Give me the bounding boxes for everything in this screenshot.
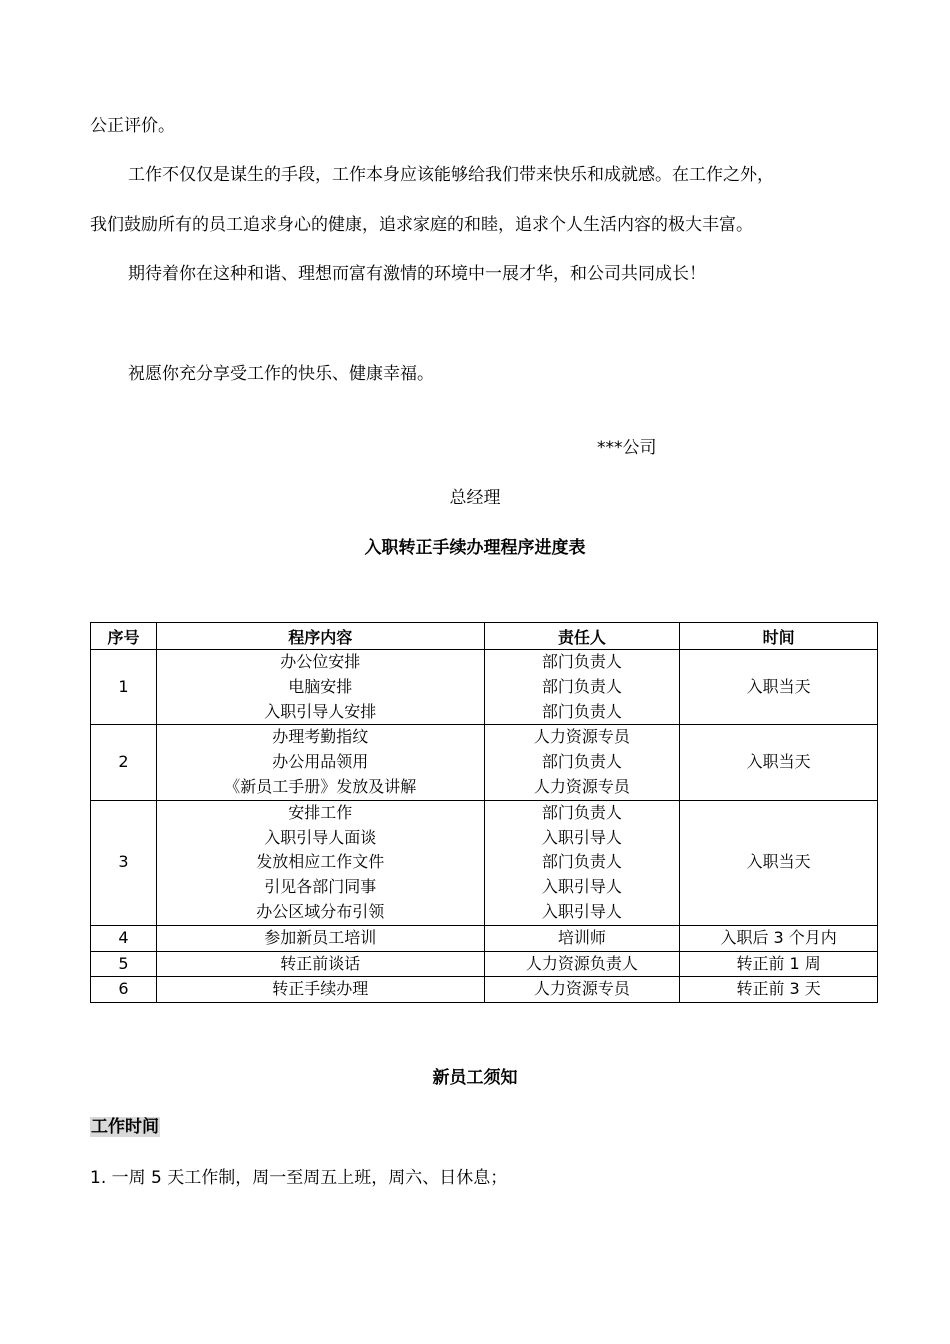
table-row <box>91 650 878 725</box>
row-owner: 部门负责人 <box>541 676 622 696</box>
row-time: 入职当天 <box>680 800 878 925</box>
row-owner: 部门负责人 <box>541 852 622 872</box>
row-item: 《新员工手册》发放及讲解 <box>224 776 417 796</box>
row-owner: 人力资源专员 <box>533 776 630 796</box>
row-time: 入职当天 <box>680 650 878 725</box>
table-row <box>91 951 878 977</box>
row-items <box>156 650 484 725</box>
letter-line-4: 期待着你在这种和谐、理想而富有激情的环境中一展才华，和公司共同成长！ <box>128 264 706 284</box>
row-owner: 入职引导人 <box>541 877 622 897</box>
row-time: 入职当天 <box>680 725 878 800</box>
row-owner: 入职引导人 <box>541 827 622 847</box>
header-time: 时间 <box>680 623 878 650</box>
row-item: 参加新员工培训 <box>156 925 484 951</box>
row-no: 4 <box>91 925 157 951</box>
notice-title: 新员工须知 <box>432 1068 518 1088</box>
row-owner: 培训师 <box>484 925 680 951</box>
row-owner: 人力资源专员 <box>533 727 630 747</box>
row-owner: 入职引导人 <box>541 901 622 921</box>
row-time: 转正前 1 周 <box>680 951 878 977</box>
section-heading <box>90 1115 160 1139</box>
row-owners <box>484 650 680 725</box>
row-item: 引见各部门同事 <box>264 877 377 897</box>
row-no: 2 <box>91 725 157 800</box>
row-owner: 部门负责人 <box>541 701 622 721</box>
row-item: 办公位安排 <box>280 652 361 671</box>
letter-line-5: 祝愿你充分享受工作的快乐、健康幸福。 <box>128 364 434 384</box>
row-owner: 部门负责人 <box>541 802 622 822</box>
row-item: 办公区域分布引领 <box>256 901 385 921</box>
row-time: 转正前 3 天 <box>680 977 878 1003</box>
row-item: 办理考勤指纹 <box>272 727 369 747</box>
letter-line-3: 我们鼓励所有的员工追求身心的健康，追求家庭的和睦，追求个人生活内容的极大丰富。 <box>90 215 753 235</box>
letter-line-1: 公正评价。 <box>90 116 175 136</box>
header-owner: 责任人 <box>484 623 680 650</box>
table-header-row <box>91 623 878 650</box>
table-row <box>91 800 878 925</box>
procedure-table <box>90 622 878 1003</box>
row-owners <box>484 725 680 800</box>
row-no: 1 <box>91 650 157 725</box>
row-item: 入职引导人安排 <box>264 701 377 721</box>
row-item: 发放相应工作文件 <box>256 852 385 872</box>
header-no: 序号 <box>91 623 157 650</box>
row-no: 5 <box>91 951 157 977</box>
row-item: 电脑安排 <box>288 676 353 696</box>
table-row <box>91 725 878 800</box>
row-no: 6 <box>91 977 157 1003</box>
table-title: 入职转正手续办理程序进度表 <box>364 538 586 558</box>
table-row <box>91 977 878 1003</box>
row-owners <box>484 800 680 925</box>
row-item: 转正前谈话 <box>156 951 484 977</box>
row-items <box>156 800 484 925</box>
signer-title: 总经理 <box>449 488 501 508</box>
section-heading-text: 工作时间 <box>91 1117 159 1137</box>
row-owner: 人力资源负责人 <box>484 951 680 977</box>
table-row <box>91 925 878 951</box>
row-no: 3 <box>91 800 157 925</box>
row-item: 入职引导人面谈 <box>264 827 377 847</box>
row-item: 办公用品领用 <box>272 752 369 772</box>
row-item: 转正手续办理 <box>156 977 484 1003</box>
work-hours-item: 1. 一周 5 天工作制，周一至周五上班，周六、日休息； <box>90 1168 508 1188</box>
row-items <box>156 725 484 800</box>
row-item: 安排工作 <box>288 802 353 822</box>
letter-line-2: 工作不仅仅是谋生的手段，工作本身应该能够给我们带来快乐和成就感。在工作之外， <box>128 165 774 185</box>
row-owner: 部门负责人 <box>541 752 622 772</box>
company-signature: ***公司 <box>597 438 657 458</box>
row-owner: 部门负责人 <box>541 652 622 671</box>
header-content: 程序内容 <box>156 623 484 650</box>
row-owner: 人力资源专员 <box>484 977 680 1003</box>
row-time: 入职后 3 个月内 <box>680 925 878 951</box>
